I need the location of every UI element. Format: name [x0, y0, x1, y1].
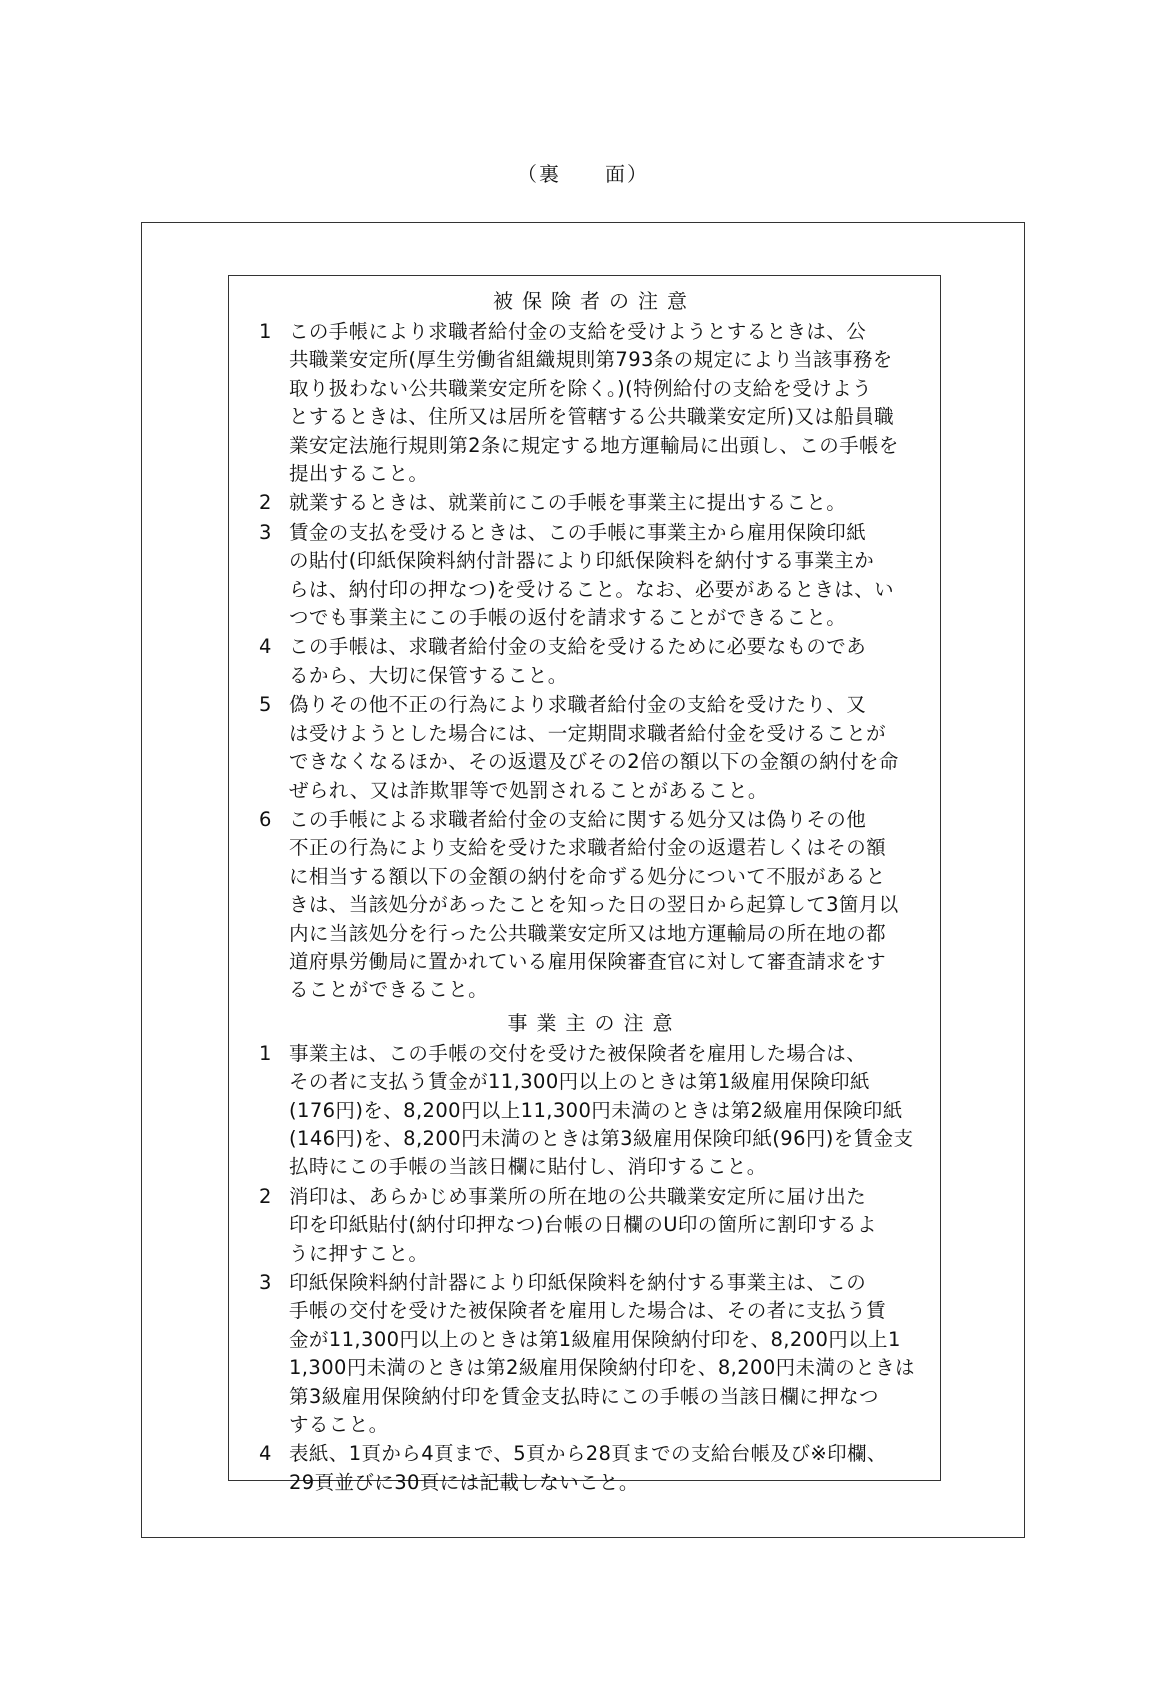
item-text — [289, 489, 930, 517]
item-text-line: ぜられ、又は詐欺罪等で処罰されることがあること。 — [289, 778, 768, 802]
item-text — [289, 1183, 930, 1268]
item-text-line: 印紙保険料納付計器により印紙保険料を納付する事業主は、この — [289, 1271, 867, 1294]
item-text-line: この手帳による求職者給付金の支給に関する処分又は偽りその他 — [289, 807, 867, 831]
item-text-line: 道府県労働局に置かれている雇用保険審査官に対して審査請求をす — [289, 949, 887, 973]
item-text-line: この手帳は、求職者給付金の支給を受けるために必要なものであ — [289, 635, 867, 659]
item-text — [289, 1440, 930, 1497]
item-text-line: 提出すること。 — [289, 462, 429, 486]
item-text-line: (146円)を、8,200円未満のときは第3級雇用保険印紙(96円)を賃金支 — [289, 1126, 914, 1150]
insured-notice-list — [259, 318, 930, 1005]
employer-notice-list — [259, 1040, 930, 1498]
insured-item-3 — [259, 519, 930, 633]
item-text-line: 印を印紙貼付(納付印押なつ)台帳の日欄のU印の箇所に割印するよ — [289, 1213, 877, 1237]
item-number: 2 — [259, 1184, 272, 1208]
item-text-line: きは、当該処分があったことを知った日の翌日から起算して3箇月以 — [289, 893, 899, 917]
item-text-line: うに押すこと。 — [289, 1241, 429, 1265]
item-text — [289, 1269, 930, 1439]
item-text-line: 29頁並びに30頁には記載しないこと。 — [289, 1470, 639, 1494]
item-text-line: すること。 — [289, 1413, 389, 1437]
item-text-line: 第3級雇用保険納付印を賃金支払時にこの手帳の当該日欄に押なつ — [289, 1384, 879, 1408]
item-text — [289, 318, 930, 488]
item-number: 1 — [259, 1041, 272, 1065]
item-text-line: 内に当該処分を行った公共職業安定所又は地方運輸局の所在地の都 — [289, 921, 887, 945]
item-text — [289, 806, 930, 1005]
insured-item-6 — [259, 806, 930, 1005]
item-text-line: ることができること。 — [289, 978, 489, 1002]
item-text-line: (176円)を、8,200円以上11,300円未満のときは第2級雇用保険印紙 — [289, 1098, 903, 1122]
item-number: 3 — [259, 1271, 272, 1294]
item-text-line: 就業するときは、就業前にこの手帳を事業主に提出すること。 — [289, 491, 847, 515]
item-text-line: つでも事業主にこの手帳の返付を請求することができること。 — [289, 606, 847, 630]
item-text-line: るから、大切に保管すること。 — [289, 663, 568, 687]
item-text-line: に相当する額以下の金額の納付を命ずる処分について不服があると — [289, 864, 886, 888]
item-text-line: らは、納付印の押なつ)を受けること。なお、必要があるときは、い — [289, 577, 895, 601]
item-text-line: 1,300円未満のときは第2級雇用保険納付印を、8,200円未満のときは — [289, 1356, 915, 1380]
item-text-line: 偽りその他不正の行為により求職者給付金の支給を受けたり、又 — [289, 693, 867, 717]
item-text — [289, 519, 930, 633]
item-text-line: この手帳により求職者給付金の支給を受けようとするときは、公 — [289, 320, 867, 343]
item-number: 4 — [259, 635, 272, 659]
insured-section-title: 被保険者の注意 — [493, 289, 696, 313]
item-number: 3 — [259, 520, 272, 544]
item-text-line: その者に支払う賃金が11,300円以上のときは第1級雇用保険印紙 — [289, 1070, 870, 1094]
insured-item-2 — [259, 489, 930, 517]
item-text-line: とするときは、住所又は居所を管轄する公共職業安定所)又は船員職 — [289, 405, 895, 429]
item-text-line: 表紙、1頁から4頁まで、5頁から28頁までの支給台帳及び※印欄、 — [289, 1442, 887, 1466]
page-side-label: （裏 面） — [517, 162, 649, 186]
item-text-line: 共職業安定所(厚生労働省組織規則第793条の規定により当該事務を — [289, 348, 893, 372]
item-text-line: 賃金の支払を受けるときは、この手帳に事業主から雇用保険印紙 — [289, 520, 867, 544]
item-text-line: 不正の行為により支給を受けた求職者給付金の返還若しくはその額 — [289, 836, 887, 860]
item-text-line: の貼付(印紙保険料納付計器により印紙保険料を納付する事業主か — [289, 549, 875, 573]
item-number: 2 — [259, 491, 272, 515]
employer-item-3 — [259, 1269, 930, 1439]
employer-item-2 — [259, 1183, 930, 1268]
item-number: 1 — [259, 320, 272, 343]
insured-item-4 — [259, 633, 930, 690]
item-text-line: 手帳の交付を受けた被保険者を雇用した場合は、その者に支払う賃 — [289, 1299, 887, 1323]
notice-box — [228, 275, 941, 1494]
insured-item-1 — [259, 318, 930, 488]
item-text-line: 金が11,300円以上のときは第1級雇用保険納付印を、8,200円以上1 — [289, 1327, 901, 1351]
employer-item-4 — [259, 1440, 930, 1497]
item-text-line: できなくなるほか、その返還及びその2倍の額以下の金額の納付を命 — [289, 750, 899, 774]
item-number: 4 — [259, 1442, 272, 1466]
item-text-line: 事業主は、この手帳の交付を受けた被保険者を雇用した場合は、 — [289, 1041, 867, 1065]
insured-item-5 — [259, 691, 930, 805]
employer-item-1 — [259, 1040, 930, 1182]
item-text — [289, 633, 930, 690]
item-text-line: 消印は、あらかじめ事業所の所在地の公共職業安定所に届け出た — [289, 1184, 867, 1208]
item-number: 6 — [259, 807, 272, 831]
item-text-line: 業安定法施行規則第2条に規定する地方運輸局に出頭し、この手帳を — [289, 433, 899, 457]
employer-section-title: 事業主の注意 — [507, 1010, 682, 1035]
item-text — [289, 1040, 930, 1182]
item-text — [289, 691, 930, 805]
item-text-line: 取り扱わない公共職業安定所を除く。)(特例給付の支給を受けよう — [289, 376, 872, 400]
item-text-line: 払時にこの手帳の当該日欄に貼付し、消印すること。 — [289, 1155, 767, 1179]
item-number: 5 — [259, 693, 272, 717]
item-text-line: は受けようとした場合には、一定期間求職者給付金を受けることが — [289, 721, 887, 745]
